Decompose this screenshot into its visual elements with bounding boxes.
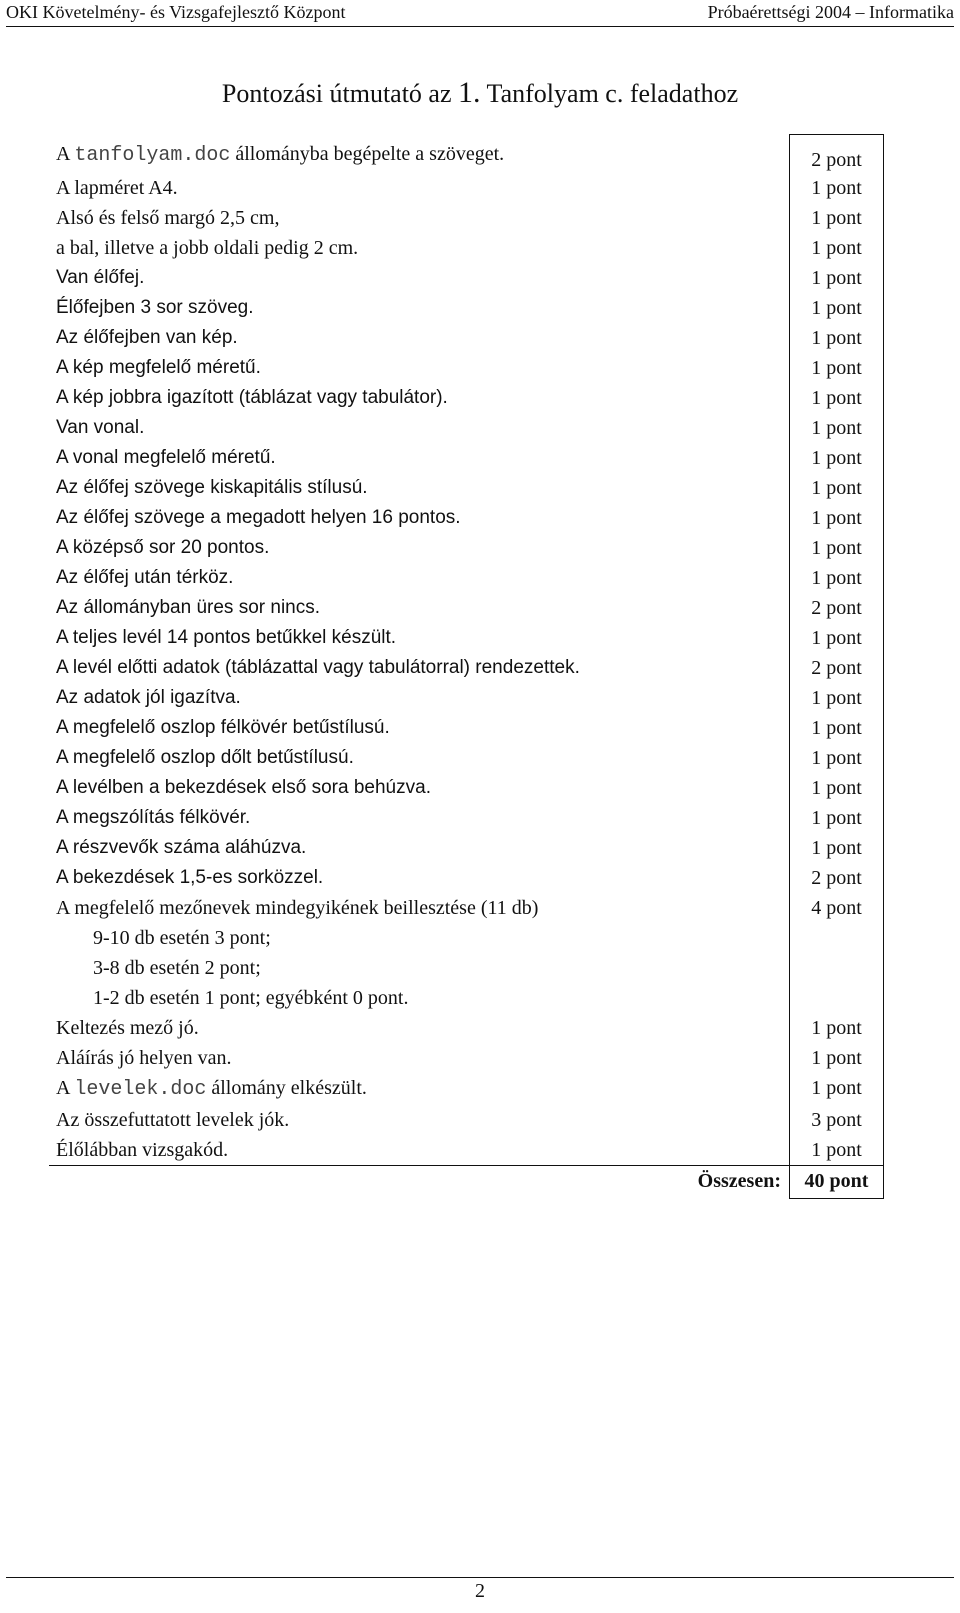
criterion-text: A levél előtti adatok (táblázattal vagy tabulátorral) rendezettek. [56,657,580,678]
criterion-text: A részvevők száma aláhúzva. [56,837,307,858]
criterion-text: 9-10 db esetén 3 pont; [93,927,271,949]
header-right: Próbaérettségi 2004 – Informatika [707,1,954,22]
criterion-text: A megfelelő mezőnevek mindegyikének beillesztése (11 db) [56,897,539,919]
title-prefix: Pontozási útmutató az [221,79,459,108]
table-row [49,1013,884,1043]
table-row [49,135,884,174]
criterion-text: A levélben a bekezdések első sora behúzva. [56,777,431,798]
table-row [49,653,884,683]
criterion-points: 1 pont [790,773,884,803]
table-row [49,803,884,833]
criterion-text: Az összefuttatott levelek jók. [56,1109,290,1131]
scoring-rows [49,135,884,1166]
criterion-text: Keltezés mező jó. [56,1017,199,1039]
criterion-points: 1 pont [790,623,884,653]
table-row [49,203,884,233]
criterion-points [790,923,884,953]
scoring-table [49,134,884,1199]
criterion-points: 1 pont [790,503,884,533]
filename: tanfolyam.doc [74,143,231,167]
criterion-points: 1 pont [790,683,884,713]
criterion-pre: A [56,1077,75,1099]
table-row [49,443,884,473]
criterion-points: 2 pont [790,653,884,683]
table-row [49,713,884,743]
criterion-text: A megfelelő oszlop félkövér betűstílusú. [56,717,390,738]
criterion-points: 1 pont [790,203,884,233]
criterion-text: Az élőfej szövege a megadott helyen 16 pontos. [56,507,461,528]
criterion-text: A lapméret A4. [56,177,178,199]
criterion-pre: A [56,142,75,165]
criterion-text: Az állományban üres sor nincs. [56,597,321,618]
table-row [49,323,884,353]
header-rule [6,26,954,27]
table-row [49,293,884,323]
criterion-points: 1 pont [790,1043,884,1073]
criterion-points: 1 pont [790,1135,884,1166]
criterion-points: 1 pont [790,413,884,443]
filename: levelek.doc [74,1078,207,1101]
title-suffix: Tanfolyam c. feladathoz [480,79,739,108]
criterion-points: 1 pont [790,323,884,353]
table-row [49,533,884,563]
criterion-text [49,135,790,174]
criterion-text: A megszólítás félkövér. [56,807,251,828]
criterion-points: 1 pont [790,1073,884,1105]
criterion-text: Van vonal. [56,417,145,438]
table-row [49,953,884,983]
table-row [49,413,884,443]
criterion-points [790,953,884,983]
criterion-points: 1 pont [790,803,884,833]
page-header [6,0,954,24]
total-row [49,1166,884,1199]
table-row [49,1135,884,1166]
criterion-points: 1 pont [790,443,884,473]
criterion-points: 1 pont [790,173,884,203]
criterion-points: 1 pont [790,353,884,383]
criterion-text: A vonal megfelelő méretű. [56,447,276,468]
table-row [49,683,884,713]
criterion-text: a bal, illetve a jobb oldali pedig 2 cm. [56,237,359,259]
criterion-text: 1-2 db esetén 1 pont; egyébként 0 pont. [93,987,409,1009]
criterion-points [790,983,884,1013]
criterion-post: állományba begépelte a szöveget. [230,142,505,165]
criterion-points: 1 pont [790,233,884,263]
criterion-points: 1 pont [790,293,884,323]
total-label: Összesen: [697,1170,781,1192]
footer-rule [6,1577,954,1578]
table-row [49,233,884,263]
criterion-points: 1 pont [790,473,884,503]
criterion-points: 1 pont [790,533,884,563]
criterion-text: Aláírás jó helyen van. [56,1047,232,1069]
table-row [49,1043,884,1073]
criterion-text: Élőfejben 3 sor szöveg. [56,297,254,318]
criterion-points: 1 pont [790,713,884,743]
total-points: 40 pont [790,1166,884,1199]
table-row [49,923,884,953]
page-number: 2 [475,1580,485,1602]
criterion-points: 1 pont [790,743,884,773]
table-row [49,173,884,203]
criterion-text: Az élőfej szövege kiskapitális stílusú. [56,477,368,498]
criterion-text: Van élőfej. [56,267,145,288]
table-row [49,503,884,533]
table-row [49,983,884,1013]
criterion-points: 1 pont [790,383,884,413]
title-number: 1. [458,76,481,109]
criterion-text: Az élőfej után térköz. [56,567,234,588]
table-row [49,263,884,293]
criterion-text: 3-8 db esetén 2 pont; [93,957,261,979]
criterion-points: 2 pont [790,135,884,174]
criterion-text: Élőlábban vizsgakód. [56,1139,229,1161]
criterion-text: A bekezdések 1,5-es sorközzel. [56,867,324,888]
table-row [49,863,884,893]
table-row [49,563,884,593]
criterion-points: 4 pont [790,893,884,923]
table-row [49,593,884,623]
criterion-text: A teljes levél 14 pontos betűkkel készült. [56,627,397,648]
criterion-text [49,1073,790,1105]
table-row [49,1073,884,1105]
criterion-text: A középső sor 20 pontos. [56,537,270,558]
table-row [49,353,884,383]
table-row [49,743,884,773]
criterion-text: A kép jobbra igazított (táblázat vagy tabulátor). [56,387,448,408]
criterion-text: A megfelelő oszlop dőlt betűstílusú. [56,747,354,768]
criterion-points: 1 pont [790,263,884,293]
table-row [49,833,884,863]
page-title [0,76,960,110]
table-row [49,1105,884,1135]
criterion-points: 3 pont [790,1105,884,1135]
header-left: OKI Követelmény- és Vizsgafejlesztő Központ [6,1,346,22]
criterion-points: 2 pont [790,863,884,893]
table-row [49,473,884,503]
criterion-post: állomány elkészült. [206,1077,367,1099]
table-row [49,383,884,413]
criterion-points: 1 pont [790,1013,884,1043]
criterion-text: Az élőfejben van kép. [56,327,238,348]
table-row [49,893,884,923]
table-row [49,773,884,803]
criterion-text: Alsó és felső margó 2,5 cm, [56,207,280,229]
criterion-points: 1 pont [790,563,884,593]
criterion-text: Az adatok jól igazítva. [56,687,241,708]
criterion-points: 1 pont [790,833,884,863]
criterion-text: A kép megfelelő méretű. [56,357,261,378]
criterion-points: 2 pont [790,593,884,623]
table-row [49,623,884,653]
